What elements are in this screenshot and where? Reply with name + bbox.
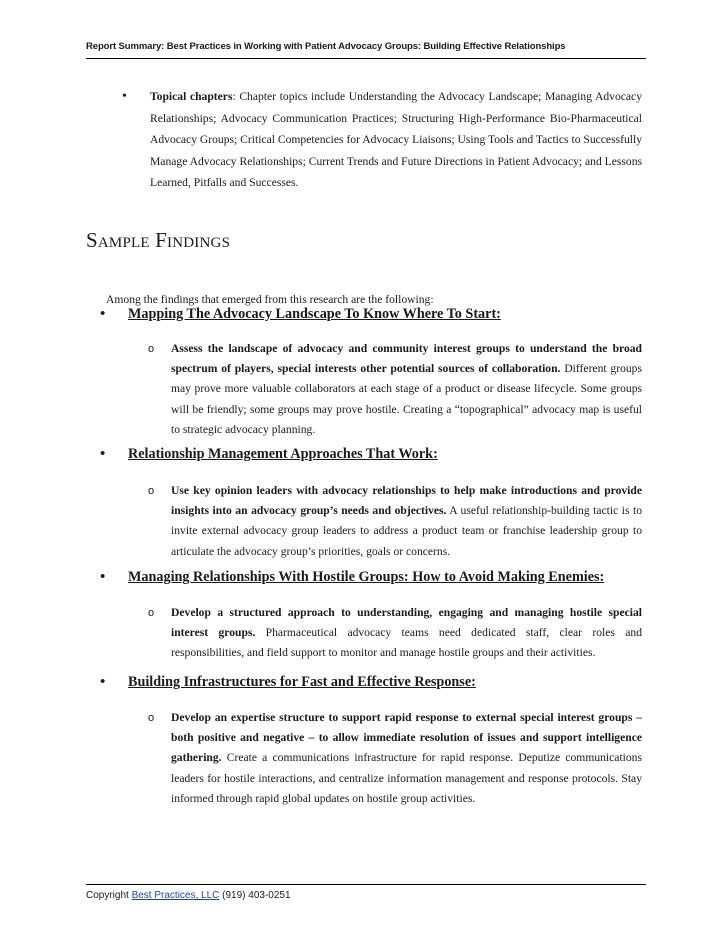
- footer-phone: (919) 403-0251: [219, 890, 291, 901]
- finding-detail: [148, 708, 642, 809]
- finding-heading-text: Managing Relationships With Hostile Groups: How to Avoid Making Enemies:: [128, 569, 605, 585]
- header-divider: [86, 58, 646, 59]
- finding-heading: [100, 569, 604, 586]
- finding-detail-body: Create a communications infrastructure for rapid response. Deputize communications leaders for hostile interactions, and centralize information management and response protocols. Stay informed through rapid global updates on hostile group activities.: [171, 751, 642, 805]
- footer-copyright: Copyright: [86, 890, 132, 901]
- page-footer: [86, 890, 291, 901]
- section-title: Sample Findings: [86, 228, 231, 252]
- sub-bullet-icon: o: [148, 712, 155, 724]
- finding-detail-text: [171, 481, 642, 562]
- finding-detail-body: Different groups may prove more valuable collaborators at each stage of a product or disease lifecycle. Some groups will be friendly; some groups may prove hostile. Creating a “topographical” advocacy map is useful to strategic advocacy planning.: [171, 362, 642, 436]
- finding-detail-bold: Develop an expertise structure to support rapid response to external special interest groups – both positive and negative – to allow immediate resolution of issues and support intelligence gathering.: [171, 711, 642, 765]
- bullet-icon: •: [122, 89, 127, 104]
- finding-detail-text: [171, 339, 642, 440]
- finding-detail: [148, 339, 642, 440]
- bullet-icon: •: [100, 306, 106, 322]
- finding-detail-bold: Use key opinion leaders with advocacy relationships to help make introductions and provide insights into an advocacy group’s needs and objectives.: [171, 484, 642, 518]
- finding-heading-text: Mapping The Advocacy Landscape To Know Where To Start:: [128, 306, 501, 322]
- finding-detail-bold: Assess the landscape of advocacy and community interest groups to understand the broad spectrum of players, special interests other potential sources of collaboration.: [171, 342, 642, 376]
- sub-bullet-icon: o: [148, 485, 155, 497]
- topical-chapters-label: Topical chapters: [150, 90, 233, 103]
- finding-heading-text: Relationship Management Approaches That Work:: [128, 446, 438, 462]
- report-header-title: Report Summary: Best Practices in Working with Patient Advocacy Groups: Building Effective Relationships: [86, 41, 566, 52]
- bullet-icon: •: [100, 569, 106, 585]
- finding-detail-body: A useful relationship-building tactic is to invite external advocacy group leaders to address a product team or franchise leadership group to articulate the advocacy group’s priorities, goals or concerns.: [171, 504, 642, 558]
- bullet-icon: •: [100, 674, 106, 690]
- finding-detail-text: [171, 708, 642, 809]
- sub-bullet-icon: o: [148, 607, 155, 619]
- topical-chapters-item: [122, 86, 642, 194]
- finding-heading: [100, 446, 438, 463]
- footer-company-link[interactable]: Best Practices, LLC: [131, 890, 220, 901]
- finding-detail-body: Pharmaceutical advocacy teams need dedicated staff, clear roles and responsibilities, and field support to monitor and manage hostile groups and their activities.: [171, 626, 642, 660]
- footer-divider: [86, 884, 646, 885]
- topical-chapters-body: : Chapter topics include Understanding the Advocacy Landscape; Managing Advocacy Relationships; Advocacy Communication Practices; Structuring High-Performance Bio-Pharmaceutical Advocacy Groups; Critical Competencies for Advocacy Liaisons; Using Tools and Tactics to Successfully Manage Advocacy Relationships; Current Trends and Future Directions in Patient Advocacy; and Lessons Learned, Pitfalls and Successes.: [150, 90, 643, 189]
- finding-detail-text: [171, 603, 642, 664]
- sub-bullet-icon: o: [148, 343, 155, 355]
- finding-detail: [148, 481, 642, 562]
- section-intro: Among the findings that emerged from this research are the following:: [106, 293, 434, 306]
- finding-detail-bold: Develop a structured approach to understanding, engaging and managing hostile special interest groups.: [171, 606, 642, 640]
- bullet-icon: •: [100, 446, 106, 462]
- finding-detail: [148, 603, 642, 664]
- finding-heading: [100, 306, 501, 323]
- finding-heading-text: Building Infrastructures for Fast and Effective Response:: [128, 674, 476, 690]
- finding-heading: [100, 674, 476, 691]
- topical-chapters-text: [150, 86, 642, 194]
